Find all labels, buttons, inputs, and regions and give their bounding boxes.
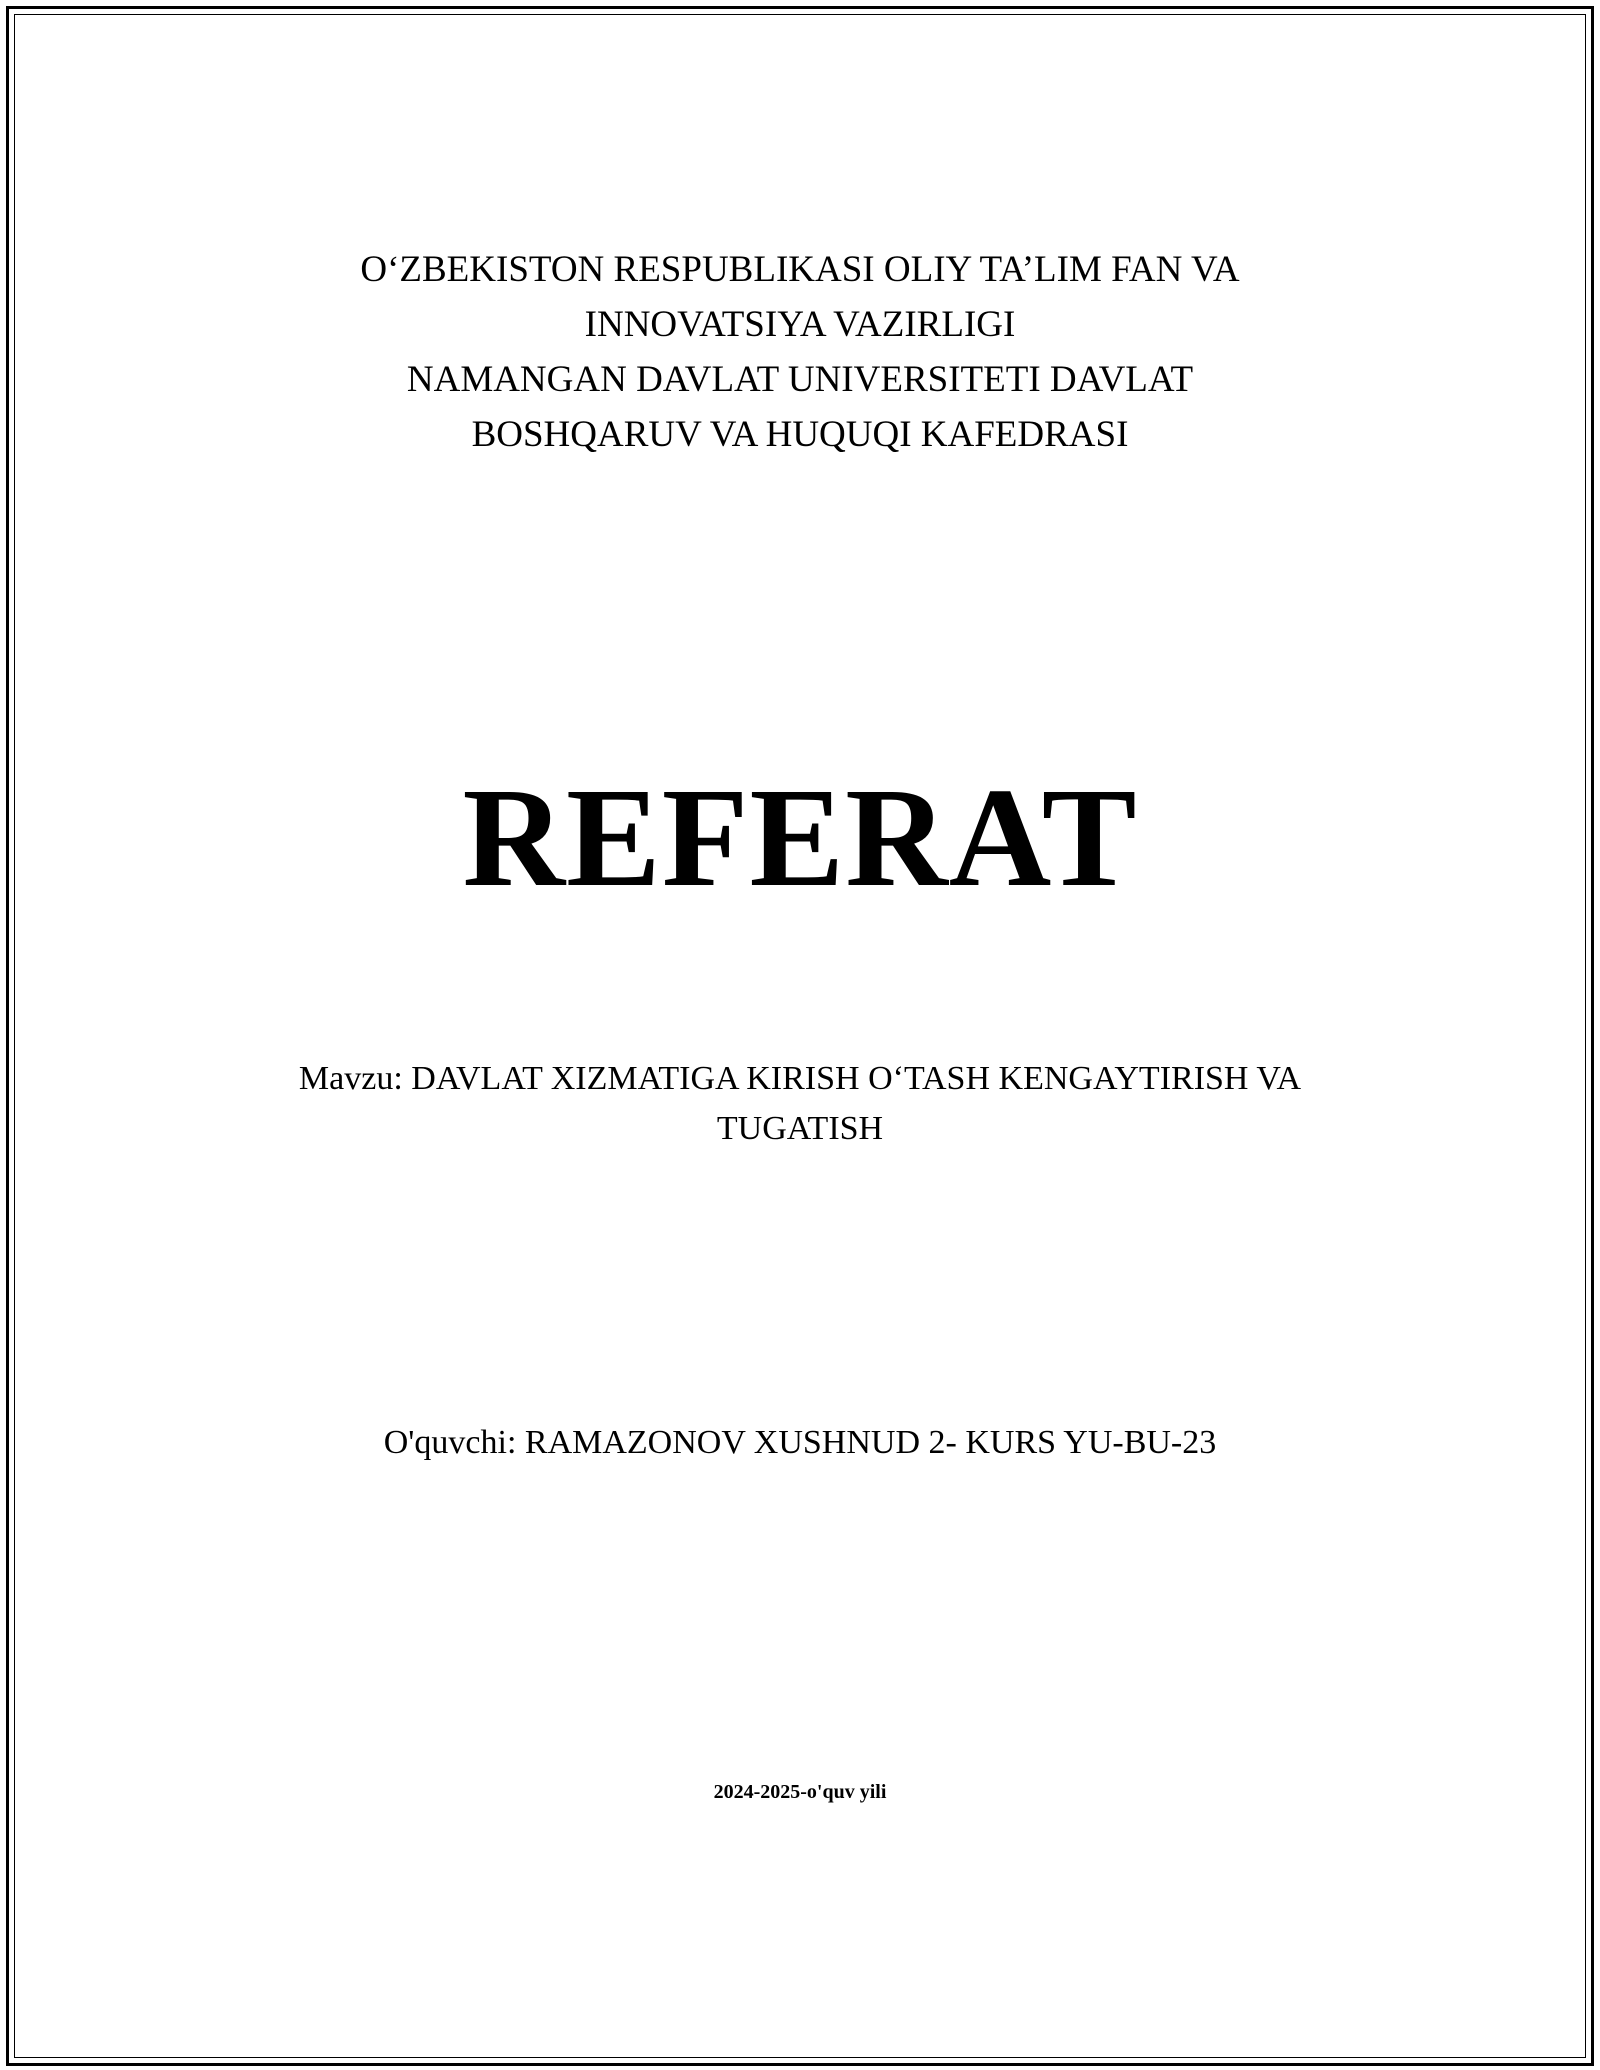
academic-year: 2024-2025-o'quv yili [713,1781,887,1803]
document-title: REFERAT [462,758,1138,916]
header-line-university: NAMANGAN DAVLAT UNIVERSITETI DAVLAT [406,359,1194,400]
topic [200,1054,1400,1154]
header-line-ministry-2: INNOVATSIYA VAZIRLIGI [584,304,1016,345]
header-line-ministry-1: O‘ZBEKISTON RESPUBLIKASI OLIY TA’LIM FAN VA [360,249,1240,290]
student-info: O'quvchi: RAMAZONOV XUSHNUD 2- KURS YU-BU-23 [383,1424,1217,1461]
topic-line-1: Mavzu: DAVLAT XIZMATIGA KIRISH O‘TASH KENGAYTIRISH VA [298,1060,1302,1097]
institution-header [0,242,1600,462]
topic-line-2: TUGATISH [716,1110,884,1147]
header-line-department: BOSHQARUV VA HUQUQI KAFEDRASI [471,414,1129,455]
